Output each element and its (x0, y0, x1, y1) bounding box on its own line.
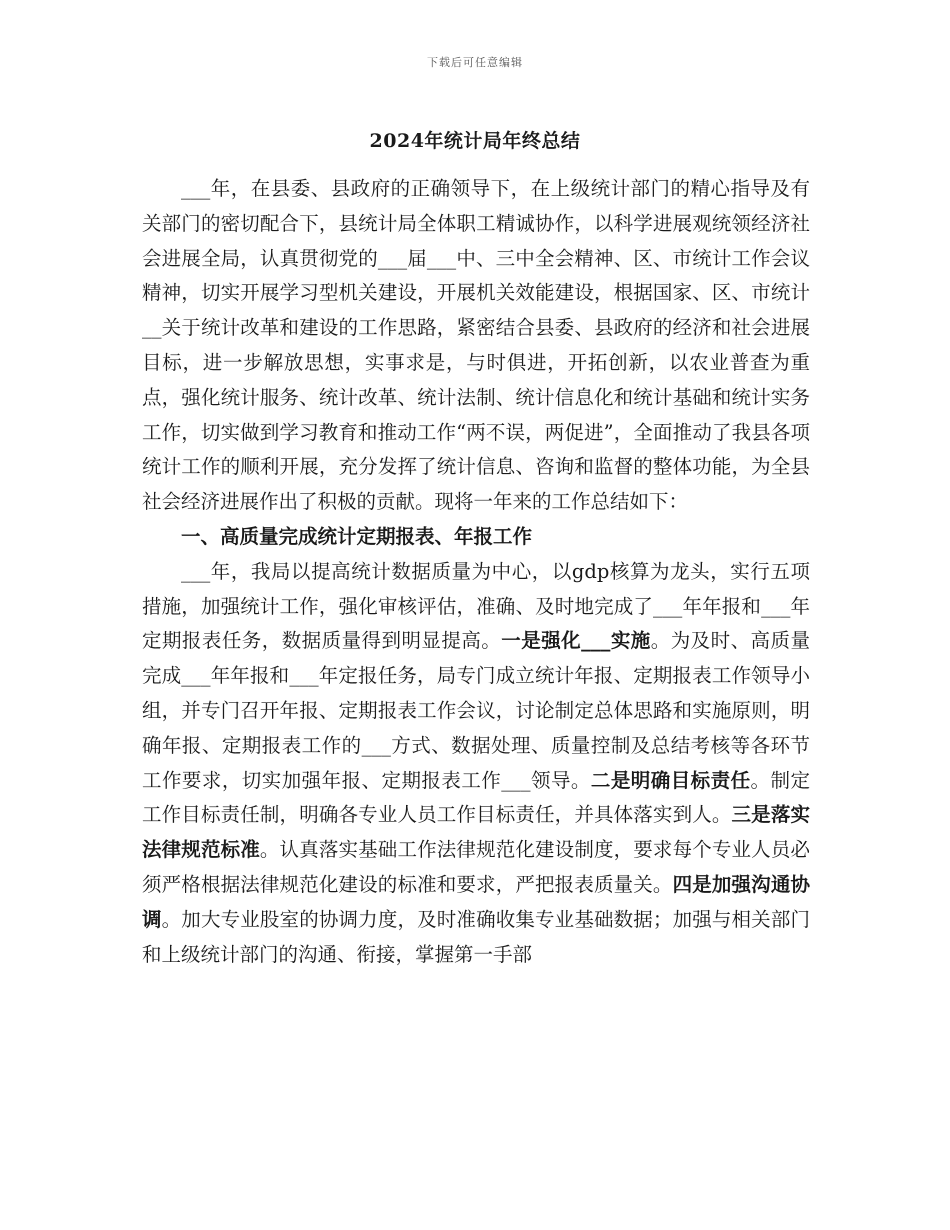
section-paragraph (142, 555, 810, 973)
section-lead-text: ___年，我局以提高统计数据质量为中心，以gdp核算为龙头，实行五项措施，加强统计工作，强化审核评估，准确、及时地完成了___年年报和___年定期报表任务，数据质量得到明显提高。 (142, 559, 810, 653)
point-three-heading: 三是落实法律规范标准 (142, 803, 810, 862)
point-three-text: 。认真落实基础工作法律规范化建设制度，要求每个专业人员必须严格根据法律规范化建设的标准和要求，严把报表质量关。 (142, 838, 810, 896)
document-body (142, 172, 810, 972)
intro-paragraph: ___年，在县委、县政府的正确领导下，在上级统计部门的精心指导及有关部门的密切配合下，县统计局全体职工精诚协作，以科学进展观统领经济社会进展全局，认真贯彻党的___届___中、三中全会精神、区、市统计工作会议精神，切实开展学习型机关建设，开展机关效能建设，根据国家、区、市统计__关于统计改革和建设的工作思路，紧密结合县委、县政府的经济和社会进展目标，进一步解放思想，实事求是，与时俱进，开拓创新，以农业普查为重点，强化统计服务、统计改革、统计法制、统计信息化和统计基础和统计实务工作，切实做到学习教育和推动工作“两不误，两促进”，全面推动了我县各项统计工作的顺利开展，充分发挥了统计信息、咨询和监督的整体功能，为全县社会经济进展作出了积极的贡献。现将一年来的工作总结如下： (142, 177, 810, 514)
section-heading: 一、高质量完成统计定期报表、年报工作 (181, 524, 533, 548)
point-two-heading: 二是明确目标责任 (590, 768, 751, 792)
point-one-heading: 一是强化___实施 (501, 629, 651, 653)
point-four-text: 。加大专业股室的协调力度，及时准确收集专业基础数据；加强与相关部门和上级统计部门的沟通、衔接，掌握第一手部 (142, 907, 810, 966)
document-title: 2024年统计局年终总结 (369, 130, 581, 152)
point-two-text: 。制定工作目标责任制，明确各专业人员工作目标责任，并具体落实到人。 (142, 768, 810, 827)
point-four-heading: 四是加强沟通协调 (142, 872, 810, 931)
header-note: 下载后可任意编辑 (427, 56, 523, 69)
point-one-text: 。为及时、高质量完成___年年报和___年定报任务，局专门成立统计年报、定期报表工作领导小组，并专门召开年报、定期报表工作会议，讨论制定总体思路和实施原则，明确年报、定期报表工作的___方式、数据处理、质量控制及总结考核等各环节工作要求，切实加强年报、定期报表工作___领导。 (142, 629, 810, 792)
